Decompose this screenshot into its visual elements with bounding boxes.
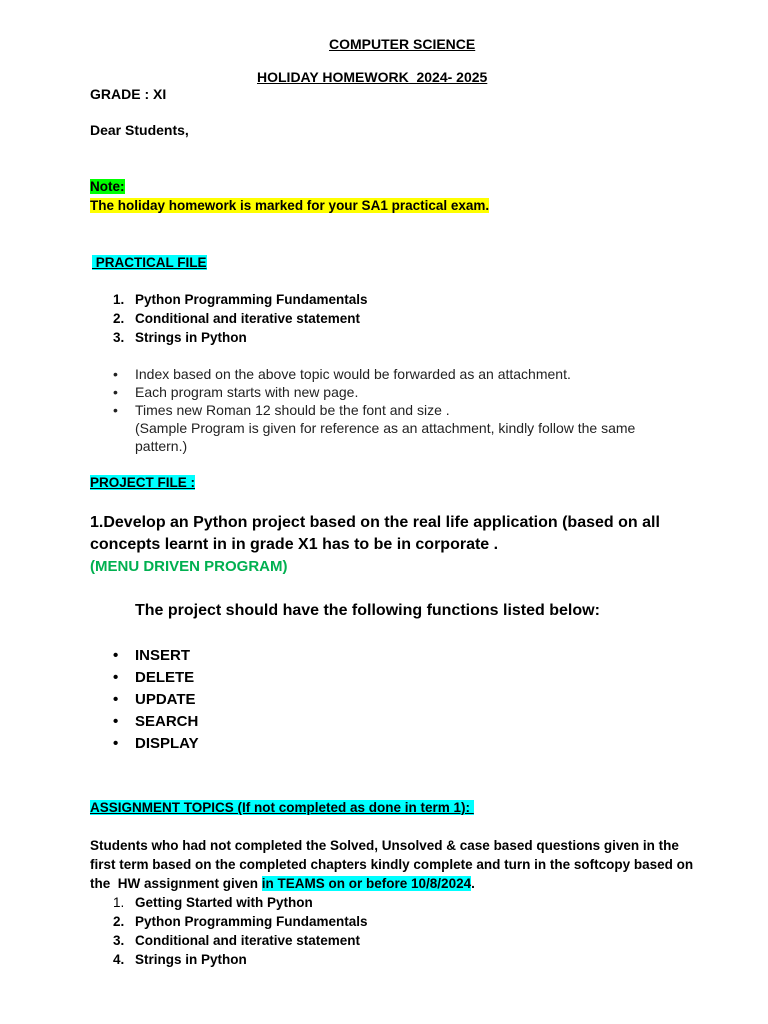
assignment-paragraph-line1: Students who had not completed the Solved, Unsolved & case based questions given in the <box>90 838 679 853</box>
note-label: Note: <box>90 179 125 194</box>
function-list <box>113 647 199 757</box>
list-item: • Index based on the above topic would be forwarded as an attachment. <box>113 366 571 382</box>
list-item: • SEARCH <box>113 713 199 730</box>
assignment-topic-list <box>113 895 368 971</box>
assignment-heading: ASSIGNMENT TOPICS (If not completed as done in term 1): <box>90 800 474 815</box>
practical-topic-list <box>113 292 368 349</box>
document-title: COMPUTER SCIENCE <box>329 36 476 52</box>
practical-bullet-list <box>113 366 635 456</box>
list-item-continuation: (Sample Program is given for reference as an attachment, kindly follow the same <box>135 420 636 436</box>
project-file-heading: PROJECT FILE : <box>90 475 196 490</box>
list-item: 1. Getting Started with Python <box>113 895 313 910</box>
list-item: • INSERT <box>113 647 191 664</box>
list-item: 2. Conditional and iterative statement <box>113 311 361 326</box>
menu-driven-label: (MENU DRIVEN PROGRAM) <box>90 558 288 575</box>
list-item: 1. Python Programming Fundamentals <box>113 292 368 307</box>
assignment-text: . <box>471 876 475 891</box>
note-text: The holiday homework is marked for your SA1 practical exam. <box>90 198 490 213</box>
assignment-paragraph-line3 <box>90 876 475 891</box>
teams-deadline-highlight: in TEAMS on or before 10/8/2024 <box>261 876 472 891</box>
list-item: 4. Strings in Python <box>113 952 247 967</box>
list-item: 2. Python Programming Fundamentals <box>113 914 368 929</box>
list-item: • DISPLAY <box>113 735 199 752</box>
list-item: • Each program starts with new page. <box>113 384 359 400</box>
list-item: 3. Conditional and iterative statement <box>113 933 361 948</box>
list-item: • Times new Roman 12 should be the font and size . <box>113 402 450 418</box>
greeting: Dear Students, <box>90 122 189 138</box>
project-description-line2: concepts learnt in in grade X1 has to be in corporate . <box>90 536 499 553</box>
list-item: 3. Strings in Python <box>113 330 247 345</box>
list-item-continuation: pattern.) <box>135 438 188 454</box>
list-item: • DELETE <box>113 669 195 686</box>
project-description-line1: 1.Develop an Python project based on the real life application (based on all <box>90 514 660 531</box>
list-item: • UPDATE <box>113 691 196 708</box>
practical-file-heading: PRACTICAL FILE <box>92 255 207 270</box>
assignment-text: the HW assignment given <box>90 876 262 891</box>
functions-intro: The project should have the following functions listed below: <box>135 602 600 619</box>
assignment-paragraph-line2: first term based on the completed chapters kindly complete and turn in the softcopy based on <box>90 857 694 872</box>
grade-label: GRADE : XI <box>90 86 167 102</box>
document-subtitle: HOLIDAY HOMEWORK 2024- 2025 <box>257 69 488 85</box>
